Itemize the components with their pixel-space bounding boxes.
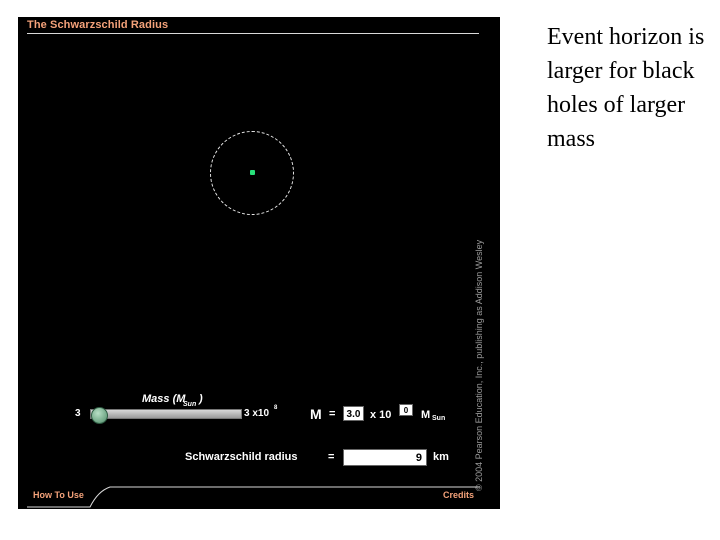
mass-exponent-field[interactable]: 0 [399,404,413,416]
title-divider [27,33,479,34]
mass-slider-label: Mass (M [142,393,186,405]
simulation-title: The Schwarzschild Radius [27,19,169,31]
mass-symbol: M [310,406,322,422]
slider-max-label: 3 x10 [244,408,270,419]
credits-link[interactable]: Credits [443,490,475,500]
mass-slider-label-suffix: ) [199,393,203,405]
singularity-dot [250,170,255,175]
mass-slider-thumb[interactable] [91,407,108,424]
mass-coefficient-field[interactable]: 3.0 [343,406,364,421]
simulation-window [18,17,500,509]
radius-unit: km [433,451,449,463]
mass-equals: = [329,408,336,420]
mass-unit-subscript: Sun [432,415,446,422]
copyright-text: © 2004 Pearson Education, Inc., publishing as Addison Wesley [474,239,484,491]
slider-max-exponent: 8 [274,405,278,411]
times-ten-label: x 10 [370,409,392,421]
schwarzschild-radius-label: Schwarzschild radius [185,451,298,463]
mass-slider-label-subscript: Sun [183,401,197,408]
footer-divider-curve [18,479,500,509]
slide-caption: Event horizon is larger for black holes of larger mass [547,24,705,152]
slider-min-label: 3 [75,408,81,419]
how-to-use-link[interactable]: How To Use [33,490,84,500]
radius-equals: = [328,451,335,463]
mass-unit: M [421,409,431,421]
mass-slider-track[interactable] [90,409,242,419]
schwarzschild-radius-value: 9 [343,449,427,466]
